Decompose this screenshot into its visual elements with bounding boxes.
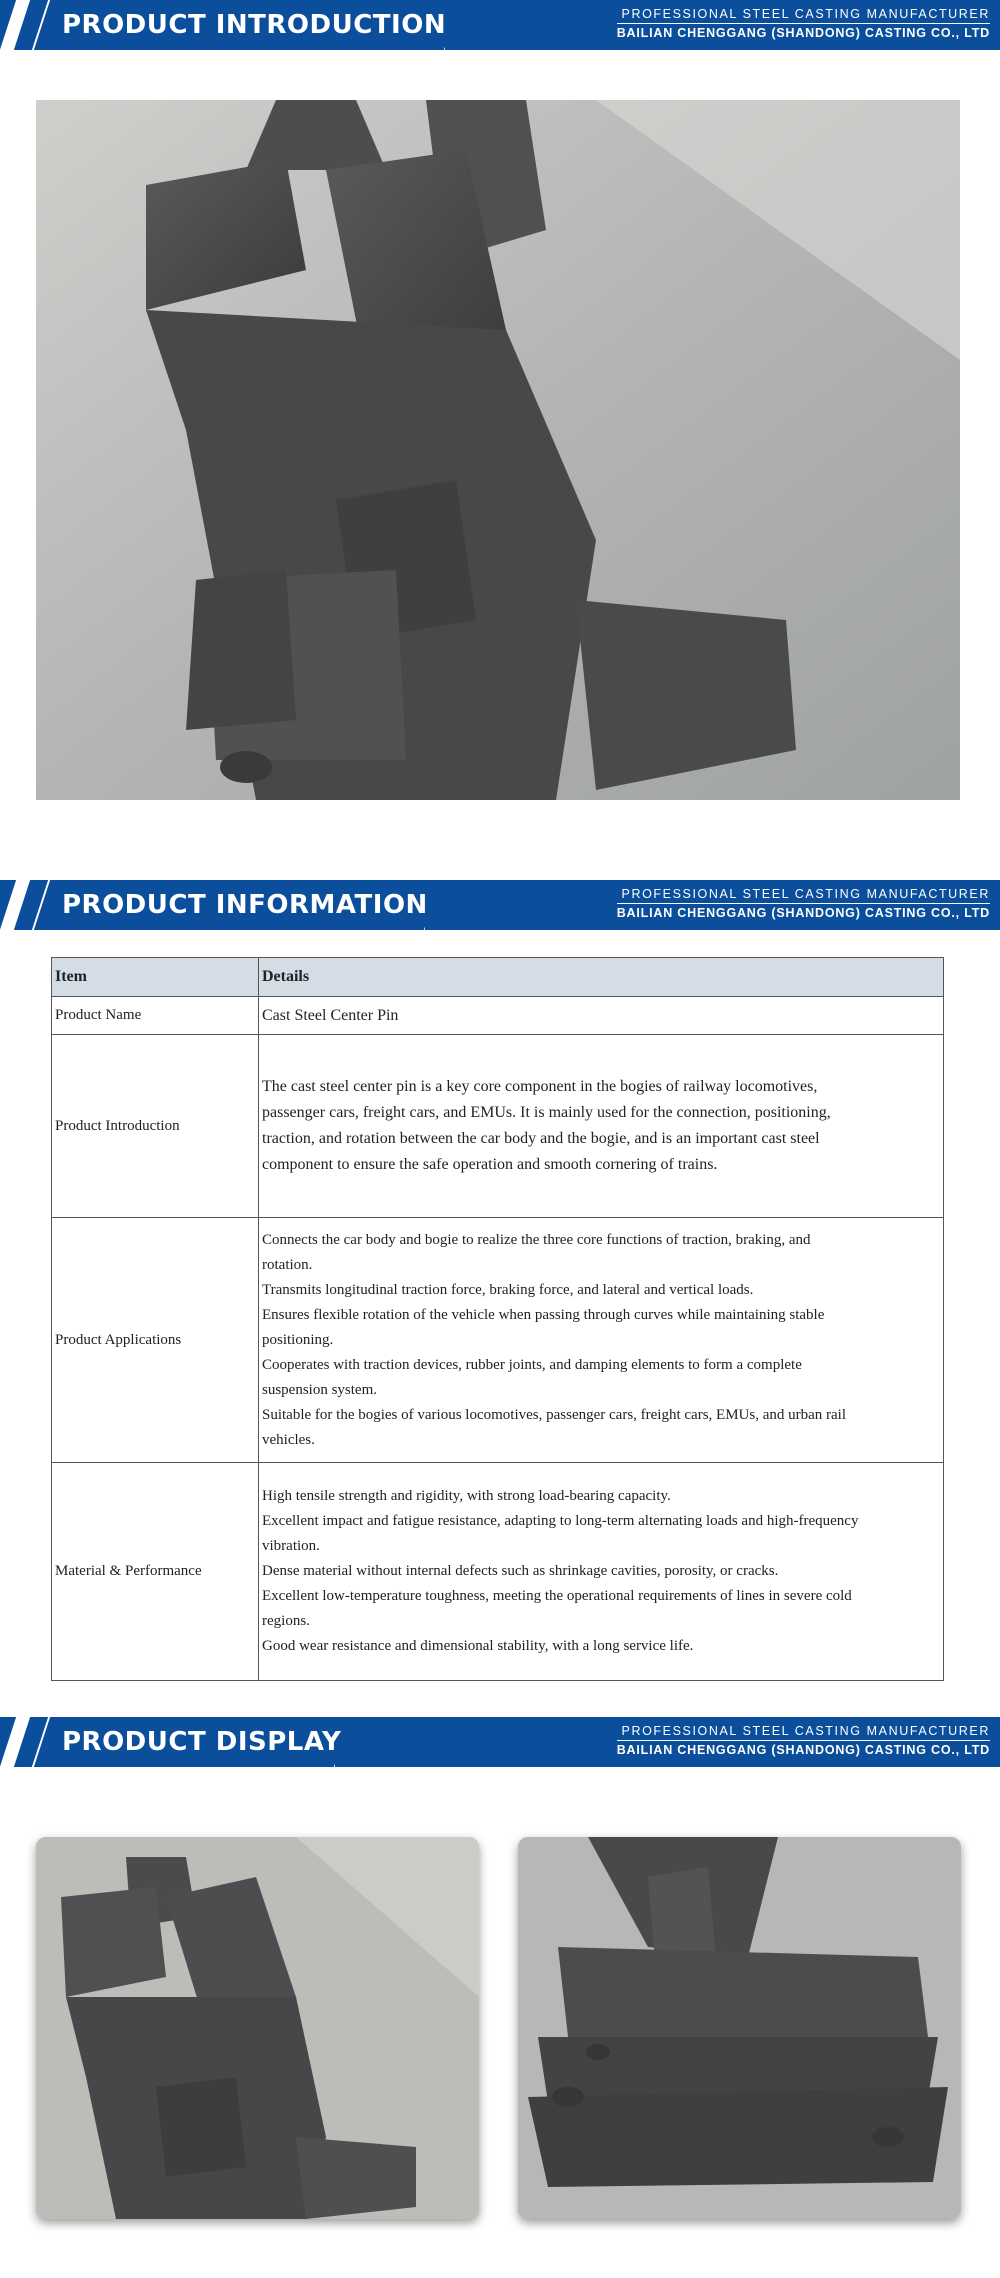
product-info-table [51, 957, 944, 1681]
detail-line: vehicles. [262, 1431, 315, 1448]
detail-line: component to ensure the safe operation and smooth cornering of trains. [262, 1156, 718, 1173]
detail-line: positioning. [262, 1331, 334, 1348]
section-title: PRODUCT DISPLAY [62, 1727, 342, 1757]
banner-tagline: PROFESSIONAL STEEL CASTING MANUFACTURER [621, 7, 990, 21]
table-row [52, 1463, 944, 1681]
detail-line: Connects the car body and bogie to realize the three core functions of traction, braking, and [262, 1231, 811, 1248]
banner-company: BAILIAN CHENGGANG (SHANDONG) CASTING CO., LTD [617, 1740, 990, 1759]
detail-line: suspension system. [262, 1381, 378, 1398]
section-title: PRODUCT INFORMATION [62, 890, 428, 920]
detail-line: Cast Steel Center Pin [262, 1006, 399, 1024]
row-details [259, 1463, 944, 1681]
product-display-photo-2 [518, 1837, 961, 2219]
banner-company-block [617, 886, 990, 922]
detail-line: rotation. [262, 1256, 313, 1273]
section-title: PRODUCT INTRODUCTION [62, 10, 447, 40]
detail-line: Good wear resistance and dimensional stability, with a long service life. [262, 1638, 694, 1654]
banner-stripe [0, 880, 16, 930]
section-banner-information [0, 880, 1000, 930]
banner-company-block [617, 1723, 990, 1759]
table-row [52, 997, 944, 1035]
detail-line: High tensile strength and rigidity, with strong load-bearing capacity. [262, 1488, 671, 1504]
table-row [52, 1218, 944, 1463]
row-item: Product Name [52, 997, 259, 1035]
header-details: Details [259, 958, 944, 997]
product-main-photo [36, 100, 960, 800]
banner-stripe [0, 0, 16, 50]
section-banner-introduction [0, 0, 1000, 50]
banner-company: BAILIAN CHENGGANG (SHANDONG) CASTING CO., LTD [617, 23, 990, 42]
product-display-photo-1 [36, 1837, 479, 2219]
detail-line: The cast steel center pin is a key core component in the bogies of railway locomotives, [262, 1078, 818, 1095]
row-item: Material & Performance [52, 1463, 259, 1681]
detail-line: traction, and rotation between the car body and the bogie, and is an important cast steel [262, 1130, 820, 1147]
section-banner-display [0, 1717, 1000, 1767]
detail-line: Excellent impact and fatigue resistance, adapting to long-term alternating loads and high-frequency [262, 1513, 859, 1529]
table-header-row [52, 958, 944, 997]
row-item: Product Introduction [52, 1035, 259, 1218]
row-details [259, 997, 944, 1035]
detail-line: Excellent low-temperature toughness, meeting the operational requirements of lines in severe cold [262, 1588, 852, 1604]
detail-line: Cooperates with traction devices, rubber joints, and damping elements to form a complete [262, 1356, 802, 1373]
row-item: Product Applications [52, 1218, 259, 1463]
banner-stripe [0, 1717, 16, 1767]
banner-company: BAILIAN CHENGGANG (SHANDONG) CASTING CO., LTD [617, 903, 990, 922]
detail-line: Dense material without internal defects such as shrinkage cavities, porosity, or cracks. [262, 1563, 779, 1579]
row-details [259, 1218, 944, 1463]
detail-line: Suitable for the bogies of various locomotives, passenger cars, freight cars, EMUs, and urban rail [262, 1406, 847, 1423]
header-item: Item [52, 958, 259, 997]
detail-line: vibration. [262, 1538, 320, 1554]
detail-line: Transmits longitudinal traction force, braking force, and lateral and vertical loads. [262, 1281, 754, 1298]
detail-line: passenger cars, freight cars, and EMUs. It is mainly used for the connection, positioning, [262, 1104, 831, 1121]
table-row [52, 1035, 944, 1218]
row-details [259, 1035, 944, 1218]
detail-line: Ensures flexible rotation of the vehicle when passing through curves while maintaining stable [262, 1306, 825, 1323]
banner-tagline: PROFESSIONAL STEEL CASTING MANUFACTURER [621, 887, 990, 901]
banner-tagline: PROFESSIONAL STEEL CASTING MANUFACTURER [621, 1724, 990, 1738]
detail-line: regions. [262, 1613, 310, 1629]
banner-company-block [617, 6, 990, 42]
